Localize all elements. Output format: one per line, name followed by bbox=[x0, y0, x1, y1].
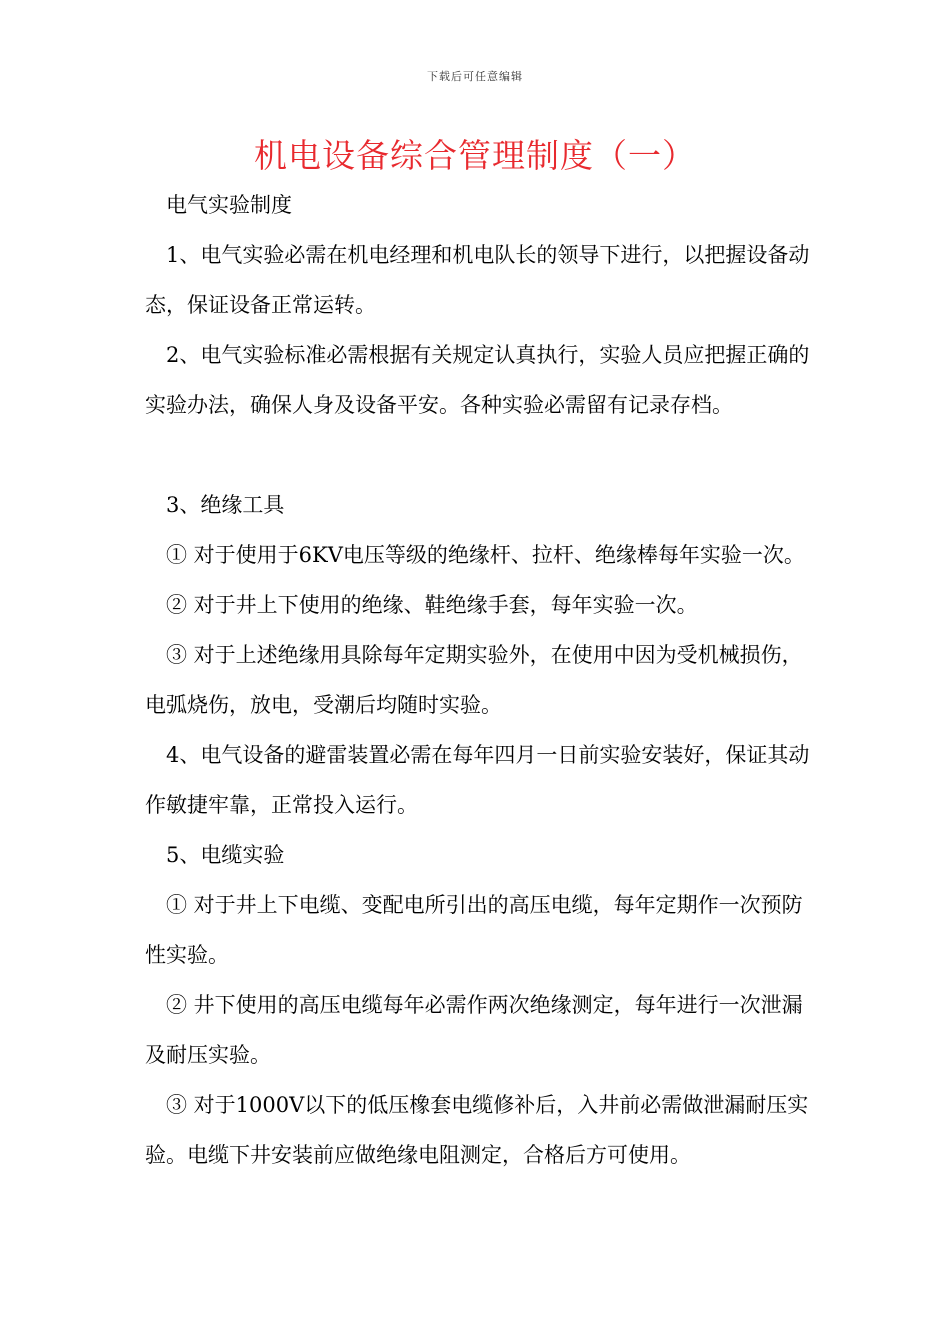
sub-item-3-1: ① 对于使用于6KV电压等级的绝缘杆、拉杆、绝缘棒每年实验一次。 bbox=[166, 543, 805, 567]
blank-line bbox=[145, 430, 815, 480]
paragraph-item-1: 1、电气实验必需在机电经理和机电队长的领导下进行，以把握设备动态，保证设备正常运转。 bbox=[145, 243, 810, 317]
sub-item-5-1: ① 对于井上下电缆、变配电所引出的高压电缆，每年定期作一次预防性实验。 bbox=[145, 893, 803, 967]
sub-item-3-2: ② 对于井上下使用的绝缘、鞋绝缘手套，每年实验一次。 bbox=[166, 593, 698, 617]
header-note: 下载后可任意编辑 bbox=[427, 70, 523, 83]
paragraph-item-5-heading: 5、电缆实验 bbox=[166, 843, 285, 867]
sub-item-5-3: ③ 对于1000V以下的低压橡套电缆修补后，入井前必需做泄漏耐压实验。电缆下井安装前应做绝缘电阻测定，合格后方可使用。 bbox=[145, 1093, 809, 1167]
paragraph-item-2: 2、电气实验标准必需根据有关规定认真执行，实验人员应把握正确的实验办法，确保人身及设备平安。各种实验必需留有记录存档。 bbox=[145, 343, 810, 417]
section-heading: 电气实验制度 bbox=[166, 193, 292, 217]
sub-item-5-2: ② 井下使用的高压电缆每年必需作两次绝缘测定，每年进行一次泄漏及耐压实验。 bbox=[145, 993, 803, 1067]
document-body bbox=[145, 180, 815, 1180]
sub-item-3-3: ③ 对于上述绝缘用具除每年定期实验外，在使用中因为受机械损伤，电弧烧伤，放电，受潮后均随时实验。 bbox=[145, 643, 803, 717]
paragraph-item-4: 4、电气设备的避雷装置必需在每年四月一日前实验安装好，保证其动作敏捷牢靠，正常投入运行。 bbox=[145, 743, 810, 817]
paragraph-item-3-heading: 3、绝缘工具 bbox=[166, 493, 285, 517]
document-title: 机电设备综合管理制度（一） bbox=[254, 136, 696, 175]
